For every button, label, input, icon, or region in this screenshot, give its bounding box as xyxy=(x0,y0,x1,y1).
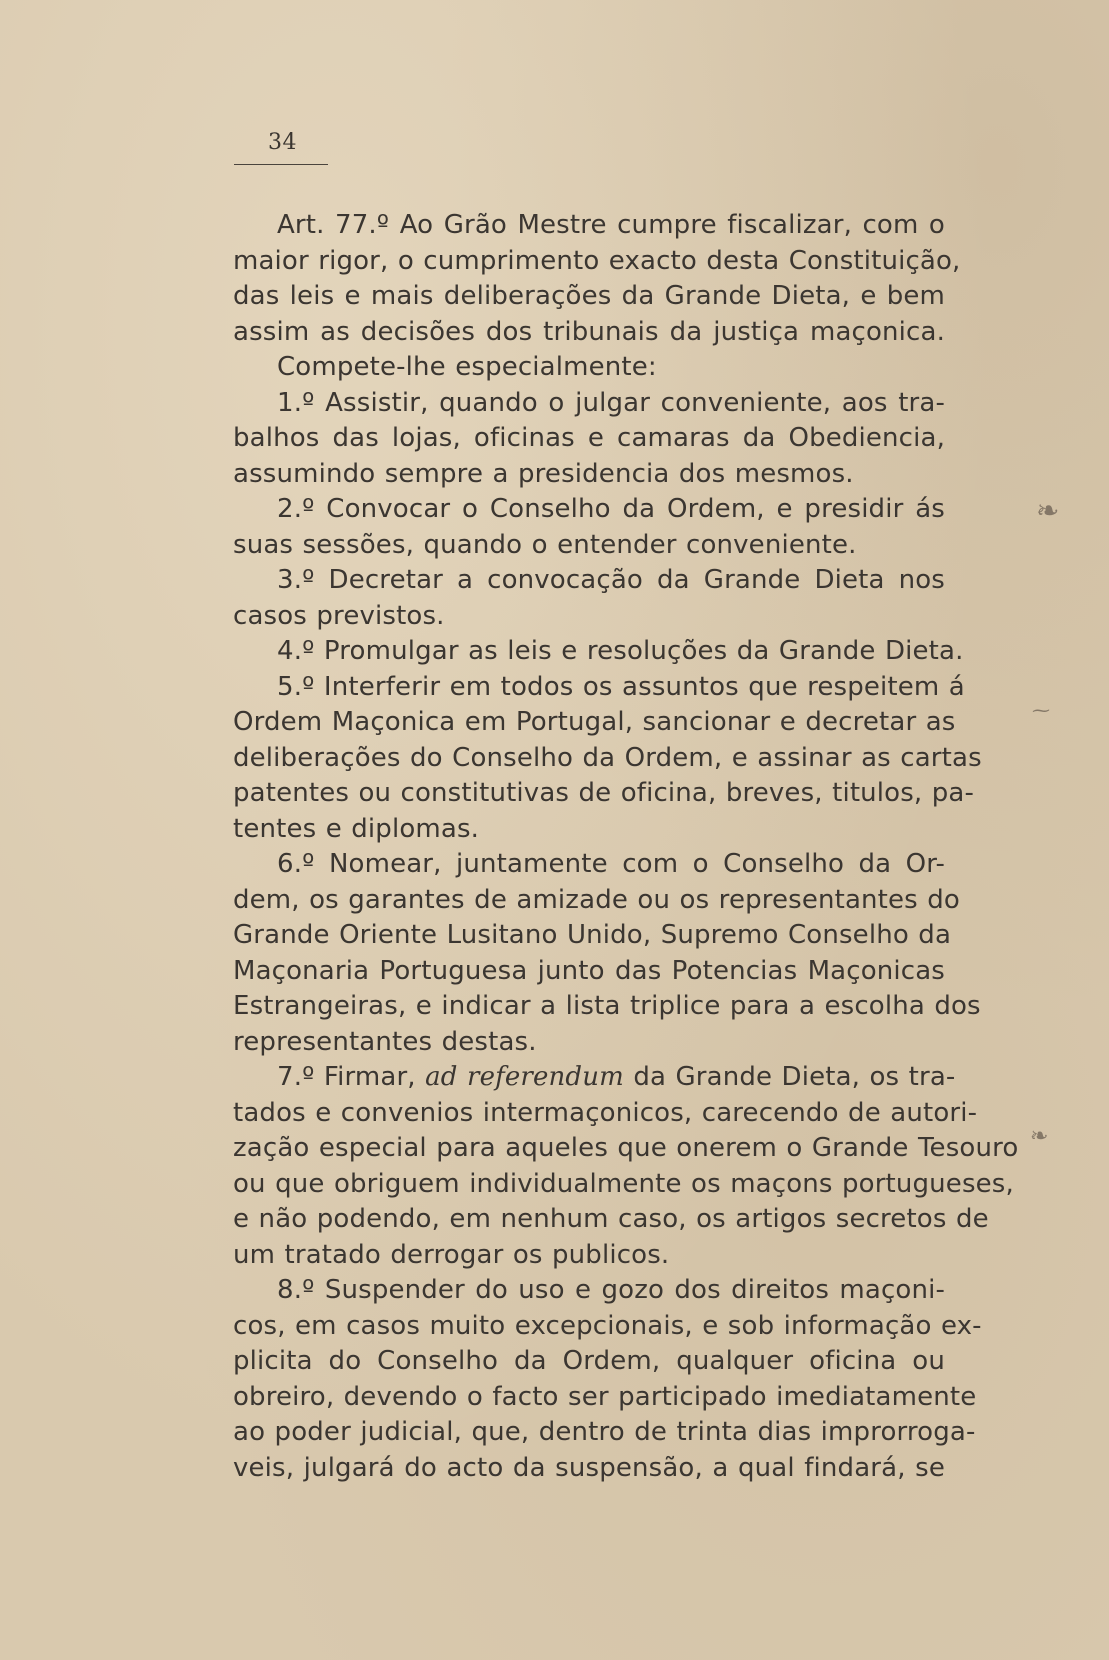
text-line: assim as decisões dos tribunais da justiça maçonica. xyxy=(233,316,945,347)
text-line: tados e convenios intermaçonicos, carecendo de autori- xyxy=(233,1097,978,1128)
text-line: balhos das lojas, oficinas e camaras da Obediencia, xyxy=(233,423,945,453)
text-line: Compete-lhe especialmente: xyxy=(277,352,657,382)
text-line: cos, em casos muito excepcionais, e sob informação ex- xyxy=(233,1310,982,1341)
text-line: ou que obriguem individualmente os maçons portugueses, xyxy=(233,1168,1014,1199)
text-line: Grande Oriente Lusitano Unido, Supremo Conselho da xyxy=(233,920,952,950)
text-line: dem, os garantes de amizade ou os representantes do xyxy=(233,884,960,915)
italic-term: ad referendum xyxy=(425,1062,624,1092)
text-line: tentes e diplomas. xyxy=(233,813,480,844)
text-line: 3.º Decretar a convocação da Grande Dieta nos xyxy=(277,565,945,595)
text-line: 8.º Suspender do uso e gozo dos direitos maçoni- xyxy=(277,1275,945,1305)
text-line: Ordem Maçonica em Portugal, sancionar e decretar as xyxy=(233,707,956,737)
text-line: 2.º Convocar o Conselho da Ordem, e presidir ás xyxy=(277,494,945,524)
text-line: casos previstos. xyxy=(233,600,445,631)
ink-smudge-icon: ❧ xyxy=(1036,494,1060,527)
text-line: assumindo sempre a presidencia dos mesmos. xyxy=(233,458,854,489)
ink-smudge-icon: ❧ xyxy=(1030,1124,1049,1149)
text-line-7 xyxy=(233,1060,956,1096)
ink-smudge-icon: ⁓ xyxy=(1032,700,1050,721)
text-line: representantes destas. xyxy=(233,1026,537,1057)
text-line: e não podendo, em nenhum caso, os artigos secretos de xyxy=(233,1204,989,1234)
text-line: obreiro, devendo o facto ser participado imediatamente xyxy=(233,1381,977,1412)
text-line: um tratado derrogar os publicos. xyxy=(233,1239,670,1270)
margin-bleed-through-marks xyxy=(1010,0,1100,1660)
text-line: Estrangeiras, e indicar a lista triplice para a escolha dos xyxy=(233,991,981,1021)
page-number: 34 xyxy=(268,130,297,155)
text-line: 4.º Promulgar as leis e resoluções da Grande Dieta. xyxy=(277,636,964,666)
text-line: plicita do Conselho da Ordem, qualquer oficina ou xyxy=(233,1346,945,1376)
text-line: maior rigor, o cumprimento exacto desta Constituição, xyxy=(233,245,961,276)
text-line: 5.º Interferir em todos os assuntos que respeitem á xyxy=(277,671,965,702)
text-line: veis, julgará do acto da suspensão, a qual findará, se xyxy=(233,1452,945,1483)
article-77-text xyxy=(233,208,1019,1486)
text-line: patentes ou constitutivas de oficina, breves, titulos, pa- xyxy=(233,778,975,808)
text-line: ao poder judicial, que, dentro de trinta dias improrroga- xyxy=(233,1417,976,1447)
text-fragment: da Grande Dieta, os tra- xyxy=(623,1062,956,1092)
page-number-rule xyxy=(234,164,328,165)
text-fragment: 7.º Firmar, xyxy=(277,1062,426,1092)
text-line: zação especial para aqueles que onerem o Grande Tesouro xyxy=(233,1133,1019,1163)
text-line: das leis e mais deliberações da Grande Dieta, e bem xyxy=(233,281,945,311)
text-line: 1.º Assistir, quando o julgar conveniente, aos tra- xyxy=(277,387,945,418)
text-line: Maçonaria Portuguesa junto das Potencias Maçonicas xyxy=(233,955,945,986)
text-line: 6.º Nomear, juntamente com o Conselho da Or- xyxy=(277,849,945,879)
text-line: suas sessões, quando o entender conveniente. xyxy=(233,529,857,560)
text-line: Art. 77.º Ao Grão Mestre cumpre fiscalizar, com o xyxy=(277,210,945,240)
text-line: deliberações do Conselho da Ordem, e assinar as cartas xyxy=(233,742,982,773)
